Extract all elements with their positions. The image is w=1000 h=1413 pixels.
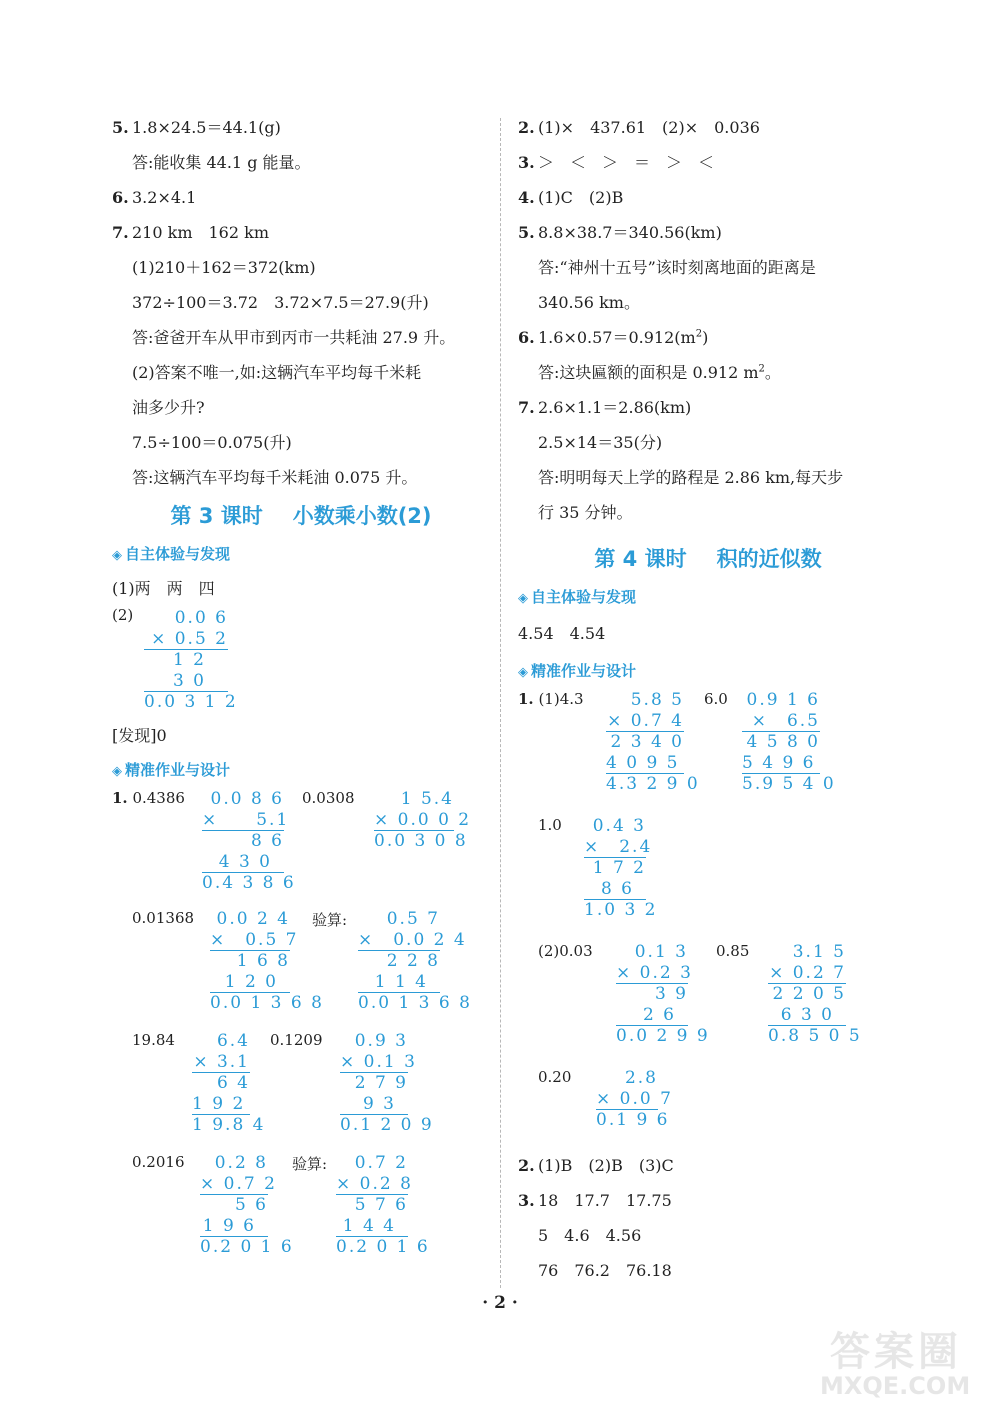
calc-row: × 0.7 4	[607, 710, 684, 731]
calc-row: 1 6 8	[236, 951, 290, 971]
calc-label: 6.0	[704, 690, 728, 708]
calc-row: 0.4 3 8 6	[202, 873, 296, 893]
answer-text: (1)210＋162＝372(km)	[132, 258, 316, 277]
answer-2	[518, 110, 898, 145]
vertical-calc	[336, 1153, 430, 1258]
vertical-calc	[202, 789, 296, 894]
watermark-logo	[820, 1320, 990, 1405]
explore-calc-block	[112, 606, 490, 718]
answer-6	[518, 320, 898, 355]
calc-row: 0.2 0 1 6	[200, 1237, 294, 1257]
calc-row: 1 2	[172, 650, 206, 670]
calc-row: × 2.4	[584, 836, 653, 857]
calc-row: 2 2 0 5	[772, 984, 846, 1004]
calc-row: × 0.2 7	[769, 962, 846, 983]
answer-text: (2)答案不唯一,如:这辆汽车平均每千米耗	[132, 363, 422, 382]
answer-text: 8.8×38.7＝340.56(km)	[538, 223, 722, 242]
calc-row: × 0.2 8	[336, 1173, 413, 1194]
calc-row: 2 2 8	[386, 951, 440, 971]
calc-row: 1 9 2	[192, 1094, 250, 1116]
section-explore	[518, 580, 898, 614]
answer-text: 1.6×0.57＝0.912(m	[538, 328, 696, 347]
calc-row: 5.9 5 4 0	[742, 774, 836, 794]
hw1-row1	[112, 787, 490, 907]
answer-text: 答:爸爸开车从甲市到丙市一共耗油 27.9 升。	[132, 328, 456, 347]
calc-label: 0.1209	[270, 1031, 323, 1049]
calc-row: 0.0 2 4	[216, 909, 290, 929]
answer-text: 2.6×1.1＝2.86(km)	[538, 398, 692, 417]
calc-row: 1.0 3 2	[584, 900, 658, 920]
answer-text: 2.5×14＝35(分)	[538, 433, 663, 452]
answer-text: 7.5÷100＝0.075(升)	[132, 433, 292, 452]
answer-5	[112, 110, 490, 145]
question-number: 6.	[518, 328, 535, 347]
answer-text: 答:这辆汽车平均每千米耗油 0.075 升。	[132, 468, 418, 487]
superscript: 2	[758, 363, 765, 375]
question-number-1: 1. (1)4.3	[518, 690, 584, 708]
calc-row: 1 2 0	[210, 972, 290, 994]
answer-text: 1.8×24.5＝44.1(g)	[132, 118, 281, 137]
calc-label: 0.4386	[132, 789, 185, 807]
superscript: 2	[695, 328, 703, 340]
answer-7	[518, 390, 898, 425]
answer-text: (1)B (2)B (3)C	[538, 1156, 674, 1175]
lesson-3-title	[112, 495, 490, 537]
answer-text: )	[702, 328, 709, 347]
vertical-calc	[340, 1031, 434, 1136]
vertical-calc	[144, 608, 238, 713]
calc-label: 0.0308	[302, 789, 355, 807]
hw1-row4	[518, 1066, 898, 1148]
hw1-row2	[112, 907, 490, 1029]
hw1-row3	[518, 940, 898, 1066]
lesson-number: 第 4 课时	[594, 547, 687, 571]
calc-label: 19.84	[132, 1031, 175, 1049]
answer-text: (1)两 两 四	[112, 579, 215, 598]
vertical-calc	[374, 789, 472, 852]
calc-label: 0.2016	[132, 1153, 185, 1171]
answer-text: 答:能收集 44.1 g 能量。	[132, 153, 311, 172]
question-number: 5.	[518, 223, 535, 242]
answer-7	[112, 215, 490, 250]
calc-row: 0.5 7	[386, 909, 440, 929]
question-number: 3.	[518, 1191, 535, 1210]
calc-row: 5 6	[234, 1195, 268, 1215]
lesson-topic: 小数乘小数(2)	[292, 504, 432, 528]
answer-text: ＞ ＜ ＞ ＝ ＞ ＜	[538, 153, 715, 172]
calc-row: × 0.5 2	[144, 629, 228, 651]
hw1-row3	[112, 1029, 490, 1151]
calc-row: 0.0 6	[174, 608, 228, 628]
question-number: 2.	[518, 118, 535, 137]
calc-row: × 0.2 3	[616, 962, 693, 983]
check-label: 验算:	[312, 911, 348, 929]
calc-row: 3 0	[144, 671, 228, 693]
watermark-url: MXQE.COM	[820, 1372, 971, 1400]
calc-label: 0.01368	[132, 909, 195, 927]
answer-text: 5 4.6 4.56	[538, 1226, 642, 1245]
calc-row: 0.8 5 0 5	[768, 1026, 862, 1046]
answer-text	[518, 355, 898, 390]
calc-row: 4 5 8 0	[746, 732, 820, 752]
calc-row: 0.9 3	[354, 1031, 408, 1051]
answer-text: 340.56 km。	[538, 293, 640, 312]
answer-text: 答:“神州十五号”该时刻离地面的距离是	[538, 258, 816, 277]
diamond-icon: ◈	[112, 548, 122, 563]
answer-4	[518, 180, 898, 215]
calc-row: 1 1 4	[358, 972, 440, 994]
calc-row: 0.0 3 1 2	[144, 692, 238, 712]
calc-row: 1 9 6	[200, 1216, 268, 1238]
answer-text: 。	[764, 363, 781, 382]
question-number: 3.	[518, 153, 535, 172]
lesson-topic: 积的近似数	[716, 547, 822, 571]
answer-text: 答:这块匾额的面积是 0.912 m	[538, 363, 759, 382]
calc-row: 0.2 8	[214, 1153, 268, 1173]
lesson-4-title	[518, 538, 898, 580]
vertical-calc	[200, 1153, 294, 1258]
calc-row: 0.1 9 6	[596, 1110, 670, 1130]
calc-row: 4.3 2 9 0	[606, 774, 700, 794]
answer-text: 76 76.2 76.18	[538, 1261, 672, 1280]
diamond-icon: ◈	[112, 764, 122, 779]
answer-text: 18 17.7 17.75	[538, 1191, 672, 1210]
hw1-row2	[518, 814, 898, 940]
calc-row: × 0.5 7	[210, 929, 299, 950]
lesson-number: 第 3 课时	[170, 504, 263, 528]
question-number-1: 1. 0.4386	[112, 789, 185, 807]
calc-row: 0.0 1 3 6 8	[358, 993, 472, 1013]
calc-row: 5 7 6	[354, 1195, 408, 1215]
vertical-calc	[742, 690, 836, 795]
vertical-calc	[616, 942, 710, 1047]
calc-row: × 0.7 2	[200, 1173, 277, 1194]
answer-text: (1)× 437.61 (2)× 0.036	[538, 118, 760, 137]
calc-row: 6 4	[216, 1073, 250, 1093]
calc-row: 0.1 2 0 9	[340, 1115, 434, 1135]
answer-text: 答:明明每天上学的路程是 2.86 km,每天步	[538, 468, 844, 487]
calc-row: 1 7 2	[592, 858, 646, 878]
calc-row: 4 0 9 5	[606, 753, 684, 775]
question-number: 7.	[112, 223, 129, 242]
calc-row: 5 4 9 6	[742, 753, 820, 775]
calc-row: 0.0 3 0 8	[374, 831, 468, 851]
page-number: · 2 ·	[482, 1293, 518, 1313]
discovery-answer: [发现]0	[112, 726, 167, 745]
column-divider	[500, 118, 501, 1288]
calc-row: 0.1 3	[634, 942, 688, 962]
vertical-calc	[596, 1068, 673, 1131]
calc-row: 8 6	[250, 831, 284, 851]
calc-row: 0.9 1 6	[746, 690, 820, 710]
vertical-calc	[210, 909, 324, 1014]
answer-3	[518, 145, 898, 180]
answer-6	[112, 180, 490, 215]
diamond-icon: ◈	[518, 591, 528, 606]
calc-row: 0.2 0 1 6	[336, 1237, 430, 1257]
calc-row: 2 7 9	[354, 1073, 408, 1093]
vertical-calc	[584, 816, 658, 921]
vertical-calc	[192, 1031, 266, 1136]
calc-row: 3.1 5	[792, 942, 846, 962]
answer-5	[518, 215, 898, 250]
calc-row: 6 3 0	[768, 1005, 846, 1027]
calc-row: × 0.0 0 2	[374, 809, 472, 830]
calc-label: 0.20	[538, 1068, 572, 1086]
hw1-row1	[518, 688, 898, 814]
answer-text: (1)C (2)B	[538, 188, 624, 207]
calc-row: 0.4 3	[592, 816, 646, 836]
vertical-calc	[358, 909, 472, 1014]
vertical-calc	[768, 942, 862, 1047]
answer-text: 油多少升?	[132, 398, 205, 417]
calc-row: 2.8	[624, 1068, 658, 1088]
calc-row: 4 3 0	[202, 852, 284, 874]
calc-row: 1 4 4	[336, 1216, 408, 1238]
question-number: 5.	[112, 118, 129, 137]
answer-text: 4.54 4.54	[518, 624, 606, 643]
hw1-row4	[112, 1151, 490, 1263]
section-homework	[112, 753, 490, 787]
calc-row: × 0.1 3	[340, 1051, 417, 1072]
calc-row: 0.0 2 9 9	[616, 1026, 710, 1046]
calc-label: (2)0.03	[538, 942, 593, 960]
calc-row: 2 6	[616, 1005, 688, 1027]
answer-text: 210 km 162 km	[132, 223, 269, 242]
answer-text: 3.2×4.1	[132, 188, 197, 207]
calc-label: (2)	[112, 606, 134, 624]
section-explore	[112, 537, 490, 571]
calc-row: 2 3 4 0	[610, 732, 684, 752]
section-title: 精准作业与设计	[125, 761, 231, 779]
question-number: 2.	[518, 1156, 535, 1175]
calc-row: × 3.1	[193, 1051, 250, 1072]
answer-text: 行 35 分钟。	[538, 503, 633, 522]
calc-row: 0.0 1 3 6 8	[210, 993, 324, 1013]
right-column	[518, 110, 898, 1288]
calc-row: 1 5.4	[400, 789, 454, 809]
answer-3b	[518, 1183, 898, 1218]
check-label: 验算:	[292, 1155, 328, 1173]
section-title: 自主体验与发现	[531, 588, 637, 606]
calc-row: 8 6	[584, 879, 646, 901]
calc-row: 9 3	[340, 1094, 408, 1116]
question-number: 4.	[518, 188, 535, 207]
calc-row: 5.8 5	[630, 690, 684, 710]
question-number: 7.	[518, 398, 535, 417]
section-title: 精准作业与设计	[531, 662, 637, 680]
left-column	[112, 110, 490, 1263]
calc-label: 1.0	[538, 816, 562, 834]
answer-text: 372÷100＝3.72 3.72×7.5＝27.9(升)	[132, 293, 429, 312]
section-homework	[518, 654, 898, 688]
calc-row: 0.7 2	[354, 1153, 408, 1173]
calc-label: 0.85	[716, 942, 750, 960]
answer-2b	[518, 1148, 898, 1183]
section-title: 自主体验与发现	[125, 545, 231, 563]
calc-row: 6.4	[216, 1031, 250, 1051]
calc-row: × 6.5	[742, 711, 820, 733]
calc-label: (1)4.3	[538, 690, 584, 708]
calc-row: × 0.0 2 4	[358, 929, 467, 950]
calc-row: × 0.0 7	[596, 1088, 673, 1109]
calc-row: 0.0 8 6	[210, 789, 284, 809]
calc-row: 3 9	[654, 984, 688, 1004]
watermark-text: 答案圈	[830, 1329, 962, 1375]
calc-row: 1 9.8 4	[192, 1115, 266, 1135]
diamond-icon: ◈	[518, 665, 528, 680]
question-number: 6.	[112, 188, 129, 207]
calc-row: × 5.1	[202, 809, 290, 830]
vertical-calc	[606, 690, 700, 795]
